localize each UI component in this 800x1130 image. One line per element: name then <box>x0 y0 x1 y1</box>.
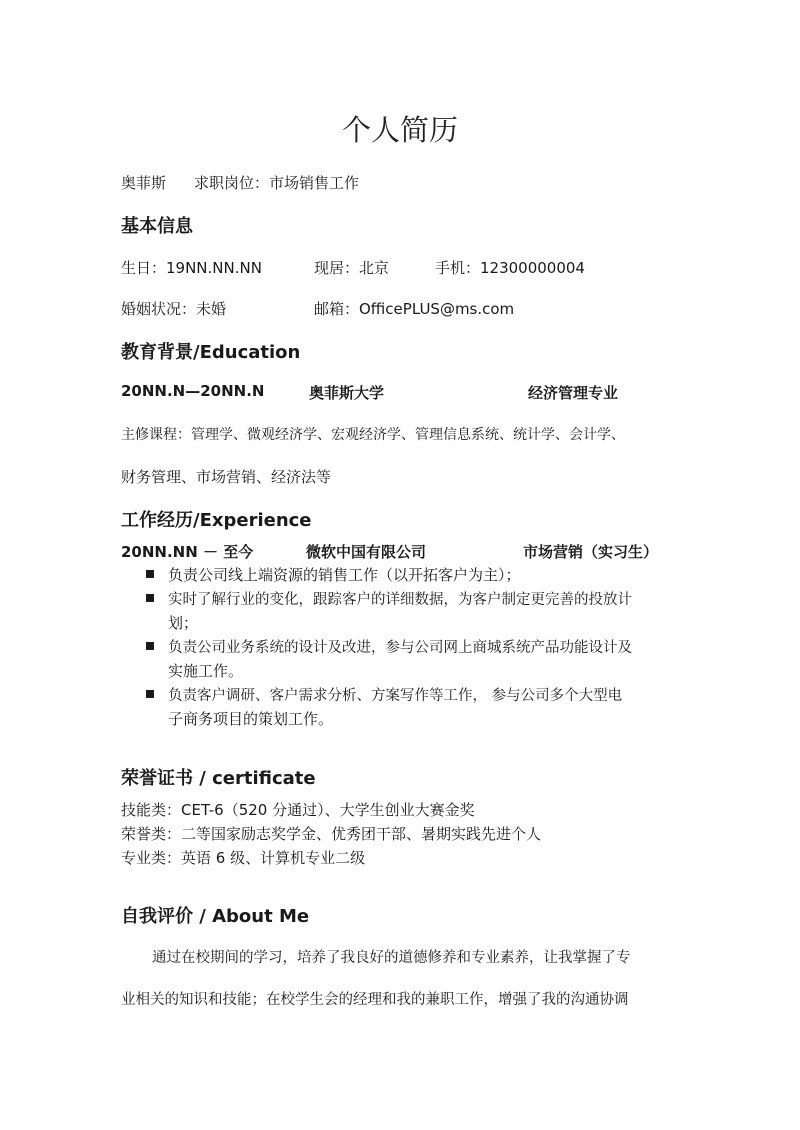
bullet-square-icon <box>146 594 154 602</box>
work-role: 市场营销（实习生） <box>523 543 659 561</box>
email: 邮箱：OfficePLUS@ms.com <box>314 300 515 318</box>
honor-professional: 专业类：英语 6 级、计算机专业二级 <box>121 849 366 867</box>
about-line-2: 业相关的知识和技能；在校学生会的经理和我的兼职工作，增强了我的沟通协调 <box>121 992 629 1008</box>
birth-date: 生日：19NN.NN.NN <box>121 259 262 277</box>
bullet-square-icon <box>146 690 154 698</box>
courses-line-2: 财务管理、市场营销、经济法等 <box>121 468 332 486</box>
education-heading: 教育背景/Education <box>121 342 301 363</box>
work-bullet-3-line-2: 实施工作。 <box>168 662 244 680</box>
work-bullet-1-line-1: 负责公司线上端资源的销售工作（以开拓客户为主）； <box>168 566 521 584</box>
work-company: 微软中国有限公司 <box>306 543 427 561</box>
education-major: 经济管理专业 <box>528 384 619 402</box>
bullet-square-icon <box>146 570 154 578</box>
work-period: 20NN.NN － 至今 <box>121 543 254 561</box>
candidate-name: 奥菲斯 <box>121 174 167 192</box>
marital-status: 婚姻状况：未婚 <box>121 300 227 318</box>
education-school: 奥菲斯大学 <box>309 384 385 402</box>
honor-award: 荣誉类：二等国家励志奖学金、优秀团干部、暑期实践先进个人 <box>121 825 542 843</box>
phone: 手机：12300000004 <box>435 259 585 277</box>
work-bullet-2-line-1: 实时了解行业的变化，跟踪客户的详细数据，为客户制定更完善的投放计 <box>168 592 632 608</box>
work-bullet-2-line-2: 划； <box>168 614 199 632</box>
about-heading: 自我评价 / About Me <box>121 906 310 927</box>
job-intent: 求职岗位：市场销售工作 <box>194 174 360 192</box>
courses-line-1: 主修课程：管理学、微观经济学、宏观经济学、管理信息系统、统计学、会计学、 <box>121 427 625 443</box>
education-period: 20NN.N—20NN.N <box>121 382 265 400</box>
resume-title: 个人简历 <box>341 113 458 147</box>
about-line-1: 通过在校期间的学习，培养了我良好的道德修养和专业素养，让我掌握了专 <box>152 950 631 966</box>
work-bullet-3-line-1: 负责公司业务系统的设计及改进，参与公司网上商城系统产品功能设计及 <box>168 640 632 656</box>
work-bullet-4-line-1: 负责客户调研、客户需求分析、方案写作等工作， 参与公司多个大型电 <box>168 688 623 704</box>
bullet-square-icon <box>146 642 154 650</box>
honor-skill: 技能类：CET-6（520 分通过）、大学生创业大赛金奖 <box>121 801 475 819</box>
experience-heading: 工作经历/Experience <box>121 510 312 531</box>
basic-info-heading: 基本信息 <box>121 216 193 237</box>
residence: 现居：北京 <box>314 259 390 277</box>
work-bullet-4-line-2: 子商务项目的策划工作。 <box>168 710 334 728</box>
honors-heading: 荣誉证书 / certificate <box>121 768 316 789</box>
